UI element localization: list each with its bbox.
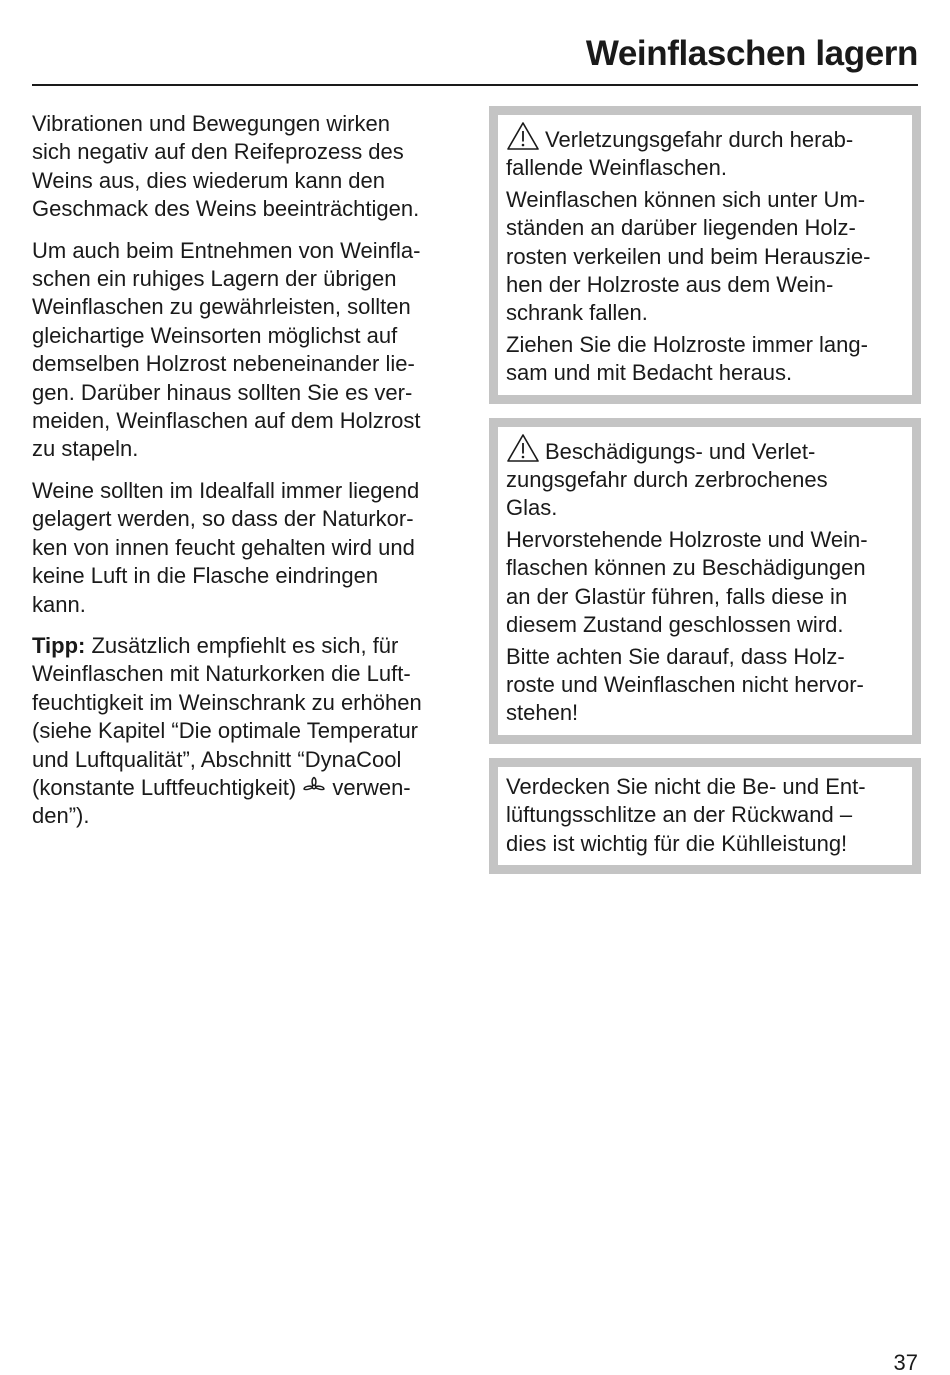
warning-triangle-icon [506,433,540,463]
text-line: keine Luft in die Flasche eindringen [32,563,379,589]
text-line: zu stapeln. [32,436,139,462]
warning-box-falling-bottles [489,106,921,404]
tip-label: Tipp: [32,632,86,658]
text-line: (siehe Kapitel “Die optimale Temperatur [32,718,418,744]
text-line: dies ist wichtig für die Kühlleistung! [506,830,848,856]
warning-heading [506,121,912,183]
text-line: gelagert werden, so dass der Naturkor- [32,506,414,532]
text-line: Um auch beim Entnehmen von Weinfla- [32,237,421,263]
text-line: flaschen können zu Beschädigungen [506,555,866,581]
text-line: diesem Zustand geschlossen wird. [506,612,844,638]
text-line: hen der Holzroste aus dem Wein- [506,272,834,298]
warning-triangle-icon [506,121,540,151]
text-line [32,774,472,802]
tip-text: (konstante Luftfeuchtigkeit) [32,774,303,800]
text-line [506,121,912,154]
text-line: Bitte achten Sie darauf, dass Holz- [506,643,845,669]
text-line: rosten verkeilen und beim Herauszie- [506,243,871,269]
paragraph-lying [32,477,472,619]
text-line: Hervorstehende Holzroste und Wein- [506,526,868,552]
text-line: sich negativ auf den Reifeprozess des [32,139,404,165]
text-line: zungsgefahr durch zerbrochenes [506,467,828,493]
warning-heading [506,433,912,523]
main-text-column [32,110,472,844]
text-line: schrank fallen. [506,300,648,326]
text-line: Weinflaschen zu gewährleisten, sollten [32,294,411,320]
text-line: feuchtigkeit im Weinschrank zu erhöhen [32,689,422,715]
warning-instruction [506,331,912,388]
text-line: kann. [32,591,86,617]
warning-heading-text: Verletzungsgefahr durch herab- [545,127,854,152]
text-line [506,433,912,466]
text-line: demselben Holzrost nebeneinander lie- [32,351,415,377]
page-title: Weinflaschen lagern [585,34,918,73]
text-line: Verdecken Sie nicht die Be- und Ent- [506,773,866,799]
text-line: und Luftqualität”, Abschnitt “DynaCool [32,746,402,772]
text-line: sam und mit Bedacht heraus. [506,360,793,386]
text-line: gen. Darüber hinaus sollten Sie es ver- [32,379,413,405]
text-line: Glas. [506,495,558,521]
note-box-ventilation [489,758,921,874]
text-line: roste und Weinflaschen nicht hervor- [506,671,864,697]
text-line: Vibrationen und Bewegungen wirken [32,111,390,136]
text-line: gleichartige Weinsorten möglichst auf [32,322,398,348]
text-line: Weinflaschen mit Naturkorken die Luft- [32,661,411,687]
text-line: Weinflaschen können sich unter Um- [506,186,866,212]
warning-heading-text: Beschädigungs- und Verlet- [545,438,816,464]
text-line: schen ein ruhiges Lagern der übrigen [32,266,397,292]
warning-instruction [506,643,912,728]
text-line: an der Glastür führen, falls diese in [506,583,848,609]
tip-text: verwen- [326,774,411,800]
page-number: 37 [893,1350,918,1375]
text-line: den”). [32,803,90,829]
text-line: Weine sollten im Idealfall immer liegend [32,477,420,503]
warning-body [506,526,912,640]
warning-box-broken-glass [489,418,921,744]
text-line: stehen! [506,700,579,726]
text-line [32,632,472,660]
paragraph-storage [32,237,472,464]
warning-body [506,186,912,328]
text-line: ständen an darüber liegenden Holz- [506,215,856,241]
paragraph-tip [32,632,472,831]
warnings-column [489,106,921,888]
text-line: Geschmack des Weins beeinträchtigen. [32,196,420,222]
fan-icon [302,776,326,798]
text-line: ken von innen feucht gehalten wird und [32,534,415,560]
text-line: Weins aus, dies wiederum kann den [32,167,386,193]
paragraph-vibrations [32,110,472,224]
tip-text: Zusätzlich empfiehlt es sich, für [85,632,399,658]
text-line: lüftungsschlitze an der Rückwand – [506,802,853,828]
page-header [32,0,918,86]
note-text [506,773,912,858]
text-line: fallende Weinflaschen. [506,155,727,181]
text-line: meiden, Weinflaschen auf dem Holzrost [32,408,421,434]
text-line: Ziehen Sie die Holzroste immer lang- [506,331,868,357]
